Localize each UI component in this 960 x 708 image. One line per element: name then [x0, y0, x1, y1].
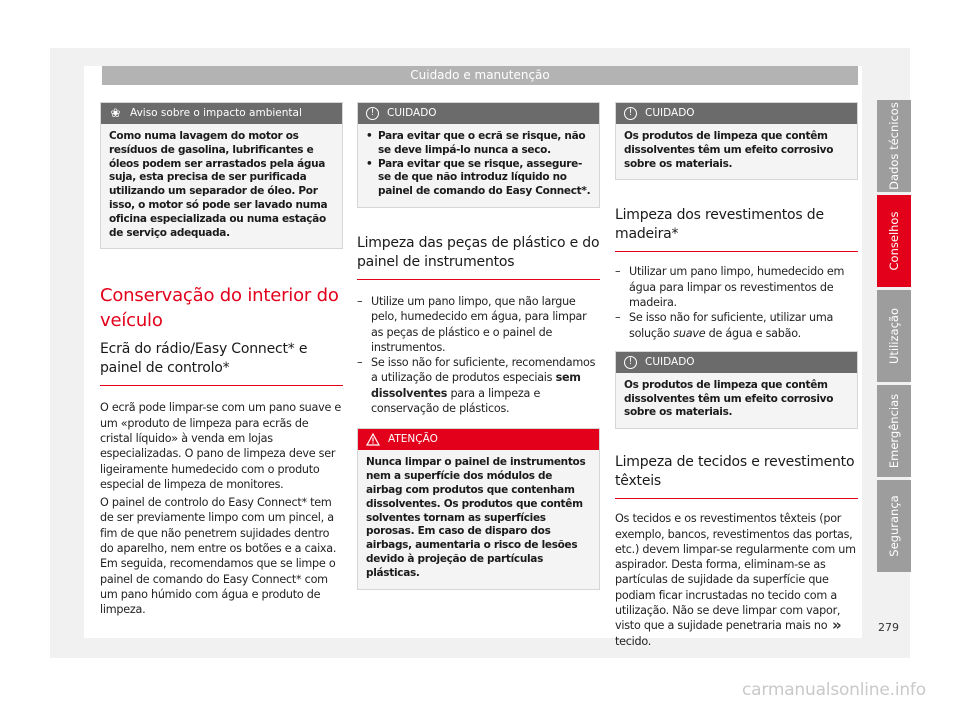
- tab-dados-tecnicos[interactable]: Dados técnicos: [877, 100, 911, 192]
- caution-text: Os produtos de limpeza que contêm dissolventes têm um efeito corrosivo sobre os materiais.: [624, 378, 834, 419]
- caution-title: CUIDADO: [645, 355, 695, 368]
- list-item: – Se isso não for suficiente, utilizar uma solução suave de água e sabão.: [615, 311, 834, 340]
- caution-header: [358, 103, 599, 124]
- warning-header: [358, 429, 599, 450]
- info-icon: !: [366, 107, 379, 120]
- paragraph-screen-2: O painel de controlo do Easy Connect* tem de ser previamente limpo com um pincel, a fim de que não penetrem sujidades dentro do aparelho, nem entre os botões e a caixa. Em seguida, recomendamos que se limpe o painel de comando do Easy Connect* com um pano húmido com água e produto de limpeza.: [100, 496, 337, 617]
- caution-box-solvents-2: [615, 351, 858, 429]
- caution-text: Os produtos de limpeza que contêm dissolventes têm um efeito corrosivo sobre os materiais.: [624, 130, 834, 170]
- caution-box-solvents-1: [615, 102, 858, 180]
- caution-title: CUIDADO: [387, 107, 437, 119]
- environment-notice-text: Como numa lavagem do motor os resíduos de gasolina, lubrificantes e óleos podem ser arrastados pela água suja, esta precisa de ser purificada utilizando um separador de óleo. Por isso, o motor só pode ser lavado numa oficina especializada ou numa estação de serviço adequada.: [109, 130, 328, 239]
- chapter-tabs: [877, 100, 911, 575]
- warning-triangle-icon: [366, 433, 380, 446]
- column-2: [357, 102, 600, 590]
- watermark: carmanualsonline.info: [742, 680, 926, 700]
- list-item: – Utilizar um pano limpo, humedecido em água para limpar os revestimentos de madeira.: [615, 265, 845, 309]
- warning-text: Nunca limpar o painel de instrumentos nem a superfície dos módulos de airbag com produtos que contenham dissolventes. Os produtos que contêm solventes tornam as superfícies porosas. Em caso de disparo dos airbags, aumentaria o risco de lesões devido à projeção de partículas plásticas.: [366, 456, 586, 579]
- caution-header: [616, 352, 857, 373]
- column-1: [100, 102, 343, 618]
- info-icon: !: [624, 356, 637, 369]
- info-icon: !: [624, 107, 637, 120]
- chapter-header: Cuidado e manutenção: [102, 66, 858, 85]
- caution-item: • Para evitar que o ecrã se risque, não se deve limpá-lo nunca a seco.: [366, 130, 586, 156]
- section-heading-wood: Limpeza dos revestimentos de madeira*: [615, 206, 858, 252]
- flower-icon: ❀: [110, 106, 121, 120]
- tab-seguranca[interactable]: Segurança: [877, 480, 911, 572]
- page-number: 279: [878, 621, 899, 634]
- caution-box-screen: [357, 102, 600, 208]
- section-heading-screen: Ecrã do rádio/Easy Connect* e painel de controlo*: [100, 340, 343, 386]
- tab-utilizacao[interactable]: Utilização: [877, 290, 911, 382]
- paragraph-textile: Os tecidos e os revestimentos têxteis (por exemplo, bancos, revestimentos das portas, etc.) devem limpar-se regularmente com um aspirador. Desta forma, eliminam-se as partículas de sujidade da superfície que podiam ficar incrustadas no tecido com a utilização. Não se deve limpar com vapor, visto que a sujidade penetraria mais no tecido.: [615, 512, 856, 648]
- list-item: – Se isso não for suficiente, recomendamos a utilização de produtos especiais sem dissolventes para a limpeza e conservação de plásticos.: [357, 356, 596, 416]
- environment-notice-header: [101, 103, 342, 124]
- warning-box: [357, 428, 600, 589]
- tab-conselhos[interactable]: Conselhos: [877, 195, 911, 287]
- section-heading-textile: Limpeza de tecidos e revestimento têxteis: [615, 453, 858, 499]
- caution-header: [616, 103, 857, 124]
- caution-body: [358, 124, 599, 207]
- warning-title: ATENÇÃO: [388, 433, 438, 446]
- paragraph-screen-1: O ecrã pode limpar-se com um pano suave e um «produto de limpeza para ecrãs de cristal líquido» à venda em lojas especializadas. O pano de limpeza deve ser ligeiramente humedecido com o produto especial de limpeza de monitores.: [100, 401, 342, 491]
- column-3: [615, 102, 858, 649]
- list-item: – Utilize um pano limpo, que não largue pelo, humedecido em água, para limpar as peças de plástico e o painel de instrumentos.: [357, 294, 587, 354]
- main-heading: Conservação do interior do veículo: [100, 285, 339, 332]
- environment-notice-box: [100, 102, 343, 249]
- caution-item: • Para evitar que se risque, assegure-se de que não introduz líquido no painel de comando do Easy Connect*.: [366, 157, 591, 198]
- tab-emergencias[interactable]: Emergências: [877, 385, 911, 477]
- environment-notice-title: Aviso sobre o impacto ambiental: [130, 107, 302, 119]
- section-heading-plastic: Limpeza das peças de plástico e do painel de instrumentos: [357, 234, 600, 280]
- next-page-arrow: »: [832, 616, 842, 634]
- caution-title: CUIDADO: [645, 107, 695, 119]
